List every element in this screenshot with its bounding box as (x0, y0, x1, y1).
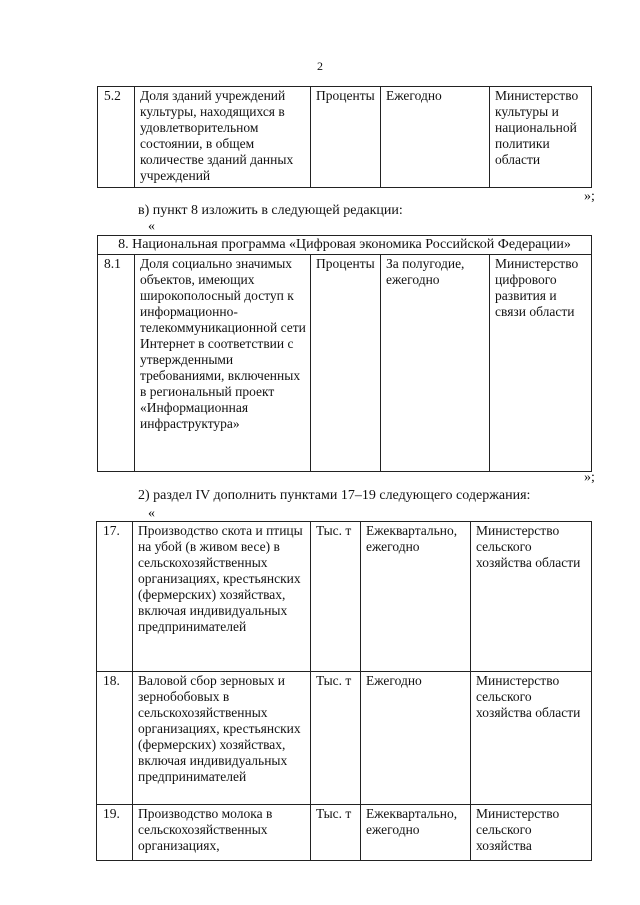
section-title: 8. Национальная программа «Цифровая экономика Российской Федерации» (98, 236, 592, 255)
amendment-paragraph-2: 2) раздел IV дополнить пунктами 17–19 следующего содержания: (138, 488, 531, 503)
amendment-paragraph-b: в) пункт 8 изложить в следующей редакции: (138, 203, 403, 218)
unit-of-measure: Тыс. т (311, 672, 361, 805)
section-title-row (98, 236, 592, 255)
reporting-period: Ежеквартально, ежегодно (361, 805, 471, 861)
unit-of-measure: Проценты (311, 255, 381, 472)
table-row (97, 522, 592, 672)
responsible-body: Министерство сельского хозяйства области (471, 522, 592, 672)
reporting-period: Ежегодно (381, 87, 490, 188)
reporting-period: Ежегодно (361, 672, 471, 805)
table-row (97, 805, 592, 861)
responsible-body: Министерство культуры и национальной политики области (490, 87, 592, 188)
indicator-name: Валовой сбор зерновых и зернобобовых в сельскохозяйственных организациях, крестьянских (фермерских) хозяйствах, включая индивидуальных предпринимателей (133, 672, 311, 805)
indicator-name: Доля зданий учреждений культуры, находящихся в удовлетворительном состоянии, в общем количестве зданий данных учреждений (135, 87, 311, 188)
indicator-name: Производство скота и птицы на убой (в живом весе) в сельскохозяйственных организациях, крестьянских (фермерских) хозяйствах, включая индивидуальных предпринимателей (133, 522, 311, 672)
row-number: 5.2 (98, 87, 135, 188)
indicator-table-culture (97, 86, 592, 188)
responsible-body: Министерство сельского хозяйства области (471, 672, 592, 805)
row-number: 8.1 (98, 255, 135, 472)
closing-quote: »; (584, 470, 595, 485)
reporting-period: Ежеквартально, ежегодно (361, 522, 471, 672)
page-number: 2 (317, 59, 323, 73)
unit-of-measure: Тыс. т (311, 522, 361, 672)
closing-quote: »; (584, 189, 595, 204)
row-number: 18. (97, 672, 133, 805)
indicator-name: Доля социально значимых объектов, имеющих широкополосный доступ к информационно-телекоммуникационной сети Интернет в соответствии с утвержденными требованиями, включенных в региональный проект «Информационная инфраструктура» (135, 255, 311, 472)
unit-of-measure: Проценты (311, 87, 381, 188)
indicator-table-agriculture (96, 521, 592, 861)
table-row (98, 87, 592, 188)
table-row (98, 255, 592, 472)
responsible-body: Министерство сельского хозяйства (471, 805, 592, 861)
responsible-body: Министерство цифрового развития и связи области (490, 255, 592, 472)
table-row (97, 672, 592, 805)
unit-of-measure: Тыс. т (311, 805, 361, 861)
row-number: 19. (97, 805, 133, 861)
indicator-name: Производство молока в сельскохозяйственных организациях, (133, 805, 311, 861)
indicator-table-digital (97, 235, 592, 472)
opening-quote: « (148, 506, 155, 521)
reporting-period: За полугодие, ежегодно (381, 255, 490, 472)
opening-quote: « (148, 219, 155, 234)
row-number: 17. (97, 522, 133, 672)
